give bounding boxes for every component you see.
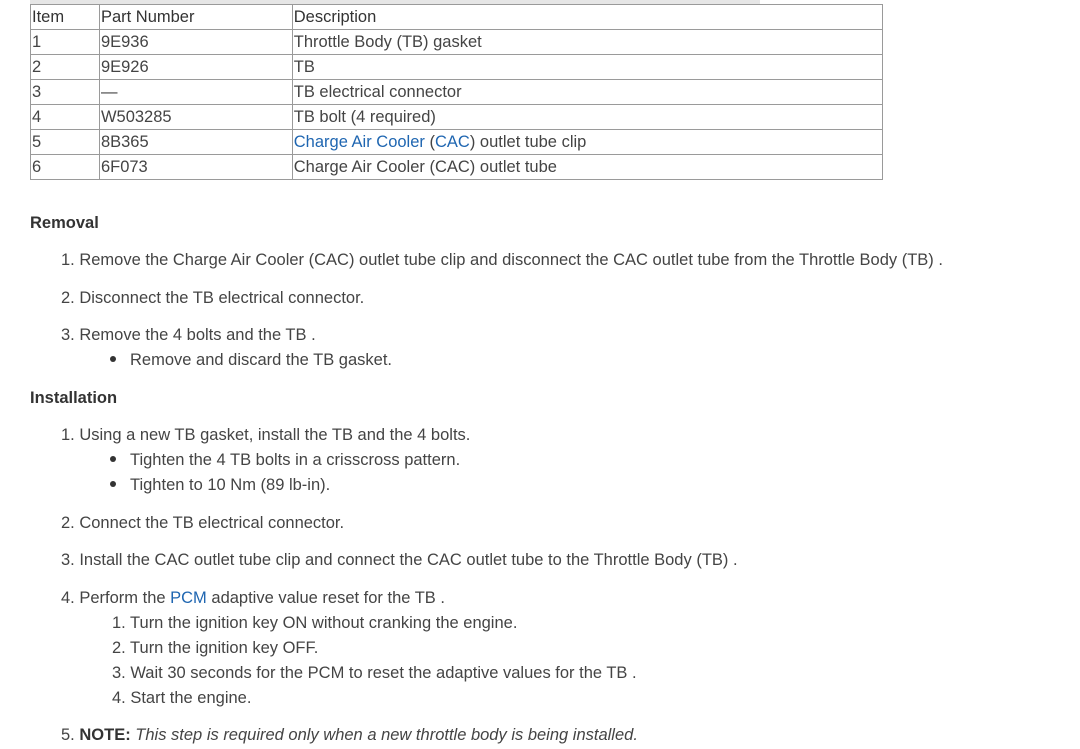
- installation-step-5: [61, 726, 638, 745]
- item-cell: 5: [31, 130, 100, 155]
- description-rest: ) outlet tube clip: [469, 133, 587, 151]
- bullet-icon: [110, 481, 116, 487]
- bullet-icon: [110, 356, 116, 362]
- cac-link[interactable]: CAC: [435, 133, 470, 151]
- table-row: [31, 30, 883, 55]
- bullet-icon: [110, 456, 116, 462]
- description-cell: TB electrical connector: [292, 80, 882, 105]
- installation-substep: 3. Wait 30 seconds for the PCM to reset the adaptive values for the TB .: [112, 664, 637, 682]
- step-4-prefix: 4. Perform the: [61, 589, 171, 607]
- column-header-description: Description: [292, 5, 882, 30]
- item-cell: 1: [31, 30, 100, 55]
- installation-substep: 1. Turn the ignition key ON without cranking the engine.: [112, 614, 518, 632]
- part-number-cell: 6F073: [99, 155, 292, 180]
- description-cell: TB bolt (4 required): [292, 105, 882, 130]
- column-header-item: Item: [31, 5, 100, 30]
- installation-bullet: [110, 451, 460, 470]
- pcm-link[interactable]: PCM: [170, 589, 207, 607]
- part-number-cell: 9E936: [99, 30, 292, 55]
- step-4-suffix: adaptive value reset for the TB .: [206, 589, 445, 607]
- installation-bullet: [110, 476, 330, 495]
- part-number-cell: 8B365: [99, 130, 292, 155]
- column-header-part-number: Part Number: [99, 5, 292, 30]
- parts-table: [30, 4, 883, 180]
- note-label: NOTE:: [79, 726, 131, 744]
- bullet-text: Tighten the 4 TB bolts in a crisscross pattern.: [130, 451, 461, 469]
- part-number-cell: 9E926: [99, 55, 292, 80]
- item-cell: 4: [31, 105, 100, 130]
- table-header-row: [31, 5, 883, 30]
- removal-bullet: [110, 351, 392, 370]
- installation-step-4: [61, 589, 445, 608]
- table-row: [31, 55, 883, 80]
- description-cell: Throttle Body (TB) gasket: [292, 30, 882, 55]
- installation-substep: 4. Start the engine.: [112, 689, 252, 707]
- description-cell: Charge Air Cooler (CAC) outlet tube: [292, 155, 882, 180]
- bullet-text: Tighten to 10 Nm (89 lb-in).: [130, 476, 331, 494]
- description-cell: TB: [292, 55, 882, 80]
- charge-air-cooler-link[interactable]: Charge Air Cooler: [293, 133, 425, 151]
- table-row: [31, 80, 883, 105]
- item-cell: 3: [31, 80, 100, 105]
- table-row: [31, 105, 883, 130]
- description-paren: (: [424, 133, 435, 151]
- removal-step-1: 1. Remove the Charge Air Cooler (CAC) outlet tube clip and disconnect the CAC outlet tube from the Throttle Body (TB) .: [61, 251, 943, 269]
- step-5-number: 5.: [61, 726, 80, 744]
- installation-step-3: 3. Install the CAC outlet tube clip and connect the CAC outlet tube to the Throttle Body (TB) .: [61, 551, 738, 569]
- installation-step-2: 2. Connect the TB electrical connector.: [61, 514, 345, 532]
- installation-step-1: 1. Using a new TB gasket, install the TB and the 4 bolts.: [61, 426, 471, 444]
- table-row: [31, 155, 883, 180]
- removal-step-3: 3. Remove the 4 bolts and the TB .: [61, 326, 316, 344]
- bullet-text: Remove and discard the TB gasket.: [130, 351, 393, 369]
- item-cell: 2: [31, 55, 100, 80]
- removal-heading: Removal: [30, 214, 99, 232]
- part-number-cell: —: [99, 80, 292, 105]
- installation-substep: 2. Turn the ignition key OFF.: [112, 639, 319, 657]
- table-row: [31, 130, 883, 155]
- removal-step-2: 2. Disconnect the TB electrical connector.: [61, 289, 365, 307]
- installation-heading: Installation: [30, 389, 118, 407]
- description-cell: [292, 130, 882, 155]
- item-cell: 6: [31, 155, 100, 180]
- note-text: This step is required only when a new throttle body is being installed.: [130, 726, 638, 744]
- part-number-cell: W503285: [99, 105, 292, 130]
